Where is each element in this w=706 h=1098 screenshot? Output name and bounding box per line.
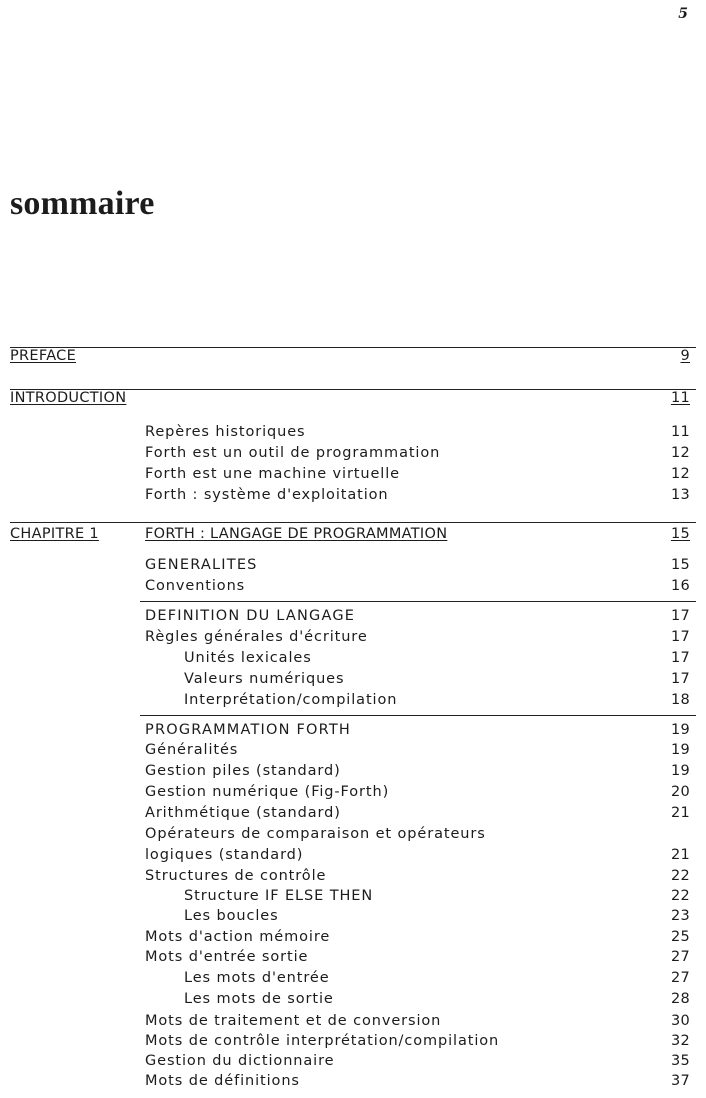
toc-entry[interactable] — [145, 424, 690, 444]
entry-text: Forth est un outil de programmation — [145, 445, 441, 461]
toc-entry[interactable] — [184, 692, 690, 712]
entry-text: Gestion du dictionnaire — [145, 1053, 335, 1069]
toc-introduction[interactable] — [10, 390, 696, 410]
toc-entry[interactable] — [184, 888, 690, 908]
toc-chapitre-1[interactable] — [10, 526, 696, 546]
entry-page: 37 — [670, 1073, 690, 1089]
toc-entry[interactable] — [145, 722, 690, 742]
entry-text: Conventions — [145, 578, 246, 594]
introduction-label: INTRODUCTION — [10, 390, 127, 406]
entry-text: Mots d'entrée sortie — [145, 949, 309, 965]
entry-page: 12 — [670, 466, 690, 482]
entry-text: Mots de contrôle interprétation/compilation — [145, 1033, 500, 1049]
page-title: sommaire — [10, 185, 155, 222]
entry-page: 30 — [670, 1013, 690, 1029]
entry-page: 19 — [670, 742, 690, 758]
toc-entry[interactable] — [145, 466, 690, 486]
entry-text: GENERALITES — [145, 557, 258, 573]
rule-top-chapitre1 — [10, 522, 696, 523]
entry-text: Les mots d'entrée — [184, 970, 330, 986]
toc-entry[interactable] — [145, 929, 690, 949]
toc-entry[interactable] — [184, 671, 690, 691]
entry-text: Mots d'action mémoire — [145, 929, 331, 945]
entry-page: 18 — [670, 692, 690, 708]
entry-page: 19 — [670, 722, 690, 738]
toc-entry[interactable] — [145, 557, 690, 577]
toc-entry[interactable] — [184, 908, 690, 928]
entry-page: 17 — [670, 671, 690, 687]
preface-page: 9 — [680, 348, 690, 364]
entry-text: Les boucles — [184, 908, 279, 924]
entry-text: Généralités — [145, 742, 239, 758]
entry-page: 21 — [670, 847, 690, 863]
entry-text: Mots de traitement et de conversion — [145, 1013, 442, 1029]
entry-text: Valeurs numériques — [184, 671, 345, 687]
entry-page: 16 — [670, 578, 690, 594]
entry-text: Interprétation/compilation — [184, 692, 398, 708]
entry-page: 11 — [670, 424, 690, 440]
toc-entry[interactable] — [145, 578, 690, 598]
entry-page: 22 — [670, 888, 690, 904]
entry-page: 17 — [670, 608, 690, 624]
toc-entry[interactable] — [145, 784, 690, 804]
entry-page: 35 — [670, 1053, 690, 1069]
entry-text: Forth : système d'exploitation — [145, 487, 389, 503]
toc-entry[interactable] — [184, 970, 690, 990]
entry-text: PROGRAMMATION FORTH — [145, 722, 352, 738]
toc-entry[interactable] — [145, 805, 690, 825]
entry-page: 27 — [670, 949, 690, 965]
toc-entry[interactable] — [145, 847, 690, 867]
toc-entry[interactable] — [184, 991, 690, 1011]
toc-entry[interactable] — [145, 487, 690, 507]
entry-text: Structure IF ELSE THEN — [184, 888, 374, 904]
toc-entry[interactable] — [145, 1073, 690, 1093]
entry-page: 12 — [670, 445, 690, 461]
entry-text: DEFINITION DU LANGAGE — [145, 608, 356, 624]
introduction-page: 11 — [670, 390, 690, 406]
toc-entry[interactable] — [145, 949, 690, 969]
section-divider — [140, 601, 696, 602]
entry-page: 19 — [670, 763, 690, 779]
entry-text: Forth est une machine virtuelle — [145, 466, 400, 482]
toc-entry[interactable] — [145, 868, 690, 888]
entry-page: 13 — [670, 487, 690, 503]
entry-page: 23 — [670, 908, 690, 924]
entry-page: 22 — [670, 868, 690, 884]
toc-entry[interactable] — [145, 1013, 690, 1033]
entry-text: logiques (standard) — [145, 847, 304, 863]
toc-entry[interactable] — [145, 608, 690, 628]
section-divider — [140, 715, 696, 716]
entry-page: 27 — [670, 970, 690, 986]
toc-entry[interactable] — [145, 445, 690, 465]
toc-entry[interactable] — [145, 629, 690, 649]
toc-entry[interactable] — [145, 763, 690, 783]
entry-page: 15 — [670, 557, 690, 573]
entry-text: Gestion piles (standard) — [145, 763, 341, 779]
entry-text: Les mots de sortie — [184, 991, 334, 1007]
chapitre1-title: FORTH : LANGAGE DE PROGRAMMATION — [145, 526, 448, 542]
entry-page: 28 — [670, 991, 690, 1007]
toc-entry[interactable] — [184, 650, 690, 670]
entry-text: Règles générales d'écriture — [145, 629, 368, 645]
entry-page: 20 — [670, 784, 690, 800]
entry-page: 32 — [670, 1033, 690, 1049]
entry-text: Gestion numérique (Fig-Forth) — [145, 784, 390, 800]
entry-text: Mots de définitions — [145, 1073, 300, 1089]
entry-text: Opérateurs de comparaison et opérateurs — [145, 826, 486, 842]
entry-text: Structures de contrôle — [145, 868, 327, 884]
preface-label: PREFACE — [10, 348, 77, 364]
toc-entry[interactable] — [145, 742, 690, 762]
entry-text: Repères historiques — [145, 424, 306, 440]
chapitre1-label: CHAPITRE 1 — [10, 526, 99, 542]
toc-entry[interactable] — [145, 1053, 690, 1073]
entry-text: Arithmétique (standard) — [145, 805, 341, 821]
toc-entry[interactable] — [145, 1033, 690, 1053]
entry-page: 21 — [670, 805, 690, 821]
entry-page: 25 — [670, 929, 690, 945]
toc-preface[interactable] — [10, 348, 696, 368]
chapitre1-page: 15 — [670, 526, 690, 542]
entry-text: Unités lexicales — [184, 650, 312, 666]
entry-page: 17 — [670, 629, 690, 645]
entry-page: 17 — [670, 650, 690, 666]
page-number: 5 — [678, 6, 688, 22]
toc-entry[interactable] — [145, 826, 690, 846]
